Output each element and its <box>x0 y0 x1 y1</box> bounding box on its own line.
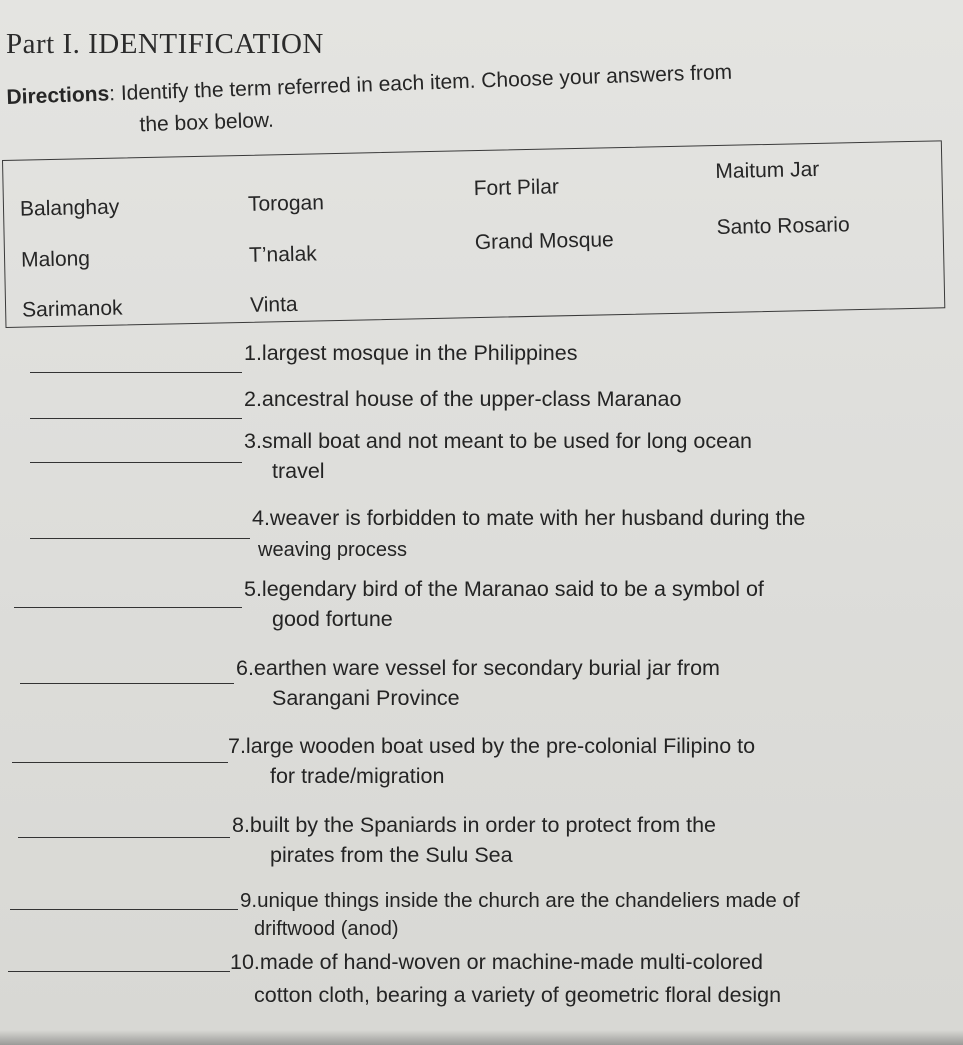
question-text-4-line-1: 4.weaver is forbidden to mate with her husband during the <box>252 506 806 530</box>
question-text-2: 2.ancestral house of the upper-class Maranao <box>244 387 682 411</box>
directions-label: Directions <box>6 82 110 109</box>
term-santo-rosario: Santo Rosario <box>716 213 850 240</box>
answer-blank-10[interactable] <box>8 971 230 972</box>
question-item-5 <box>0 574 963 644</box>
answer-blank-1[interactable] <box>30 372 242 373</box>
question-text-8-line-2: pirates from the Sulu Sea <box>270 843 513 867</box>
directions-line-2: the box below. <box>139 108 275 137</box>
directions-text: : Identify the term referred in each item. Choose your answers from <box>108 60 733 106</box>
question-item-10 <box>0 946 963 1018</box>
question-text-10-line-1: 10.made of hand-woven or machine-made multi-colored <box>230 950 763 974</box>
question-text-7-line-1: 7.large wooden boat used by the pre-colonial Filipino to <box>228 734 756 758</box>
term-tnalak: T’nalak <box>248 242 317 267</box>
question-item-4 <box>0 500 963 570</box>
question-item-7 <box>0 731 963 801</box>
question-item-2 <box>0 382 963 422</box>
directions <box>6 51 908 146</box>
term-grand-mosque: Grand Mosque <box>474 228 614 255</box>
answer-blank-9[interactable] <box>10 909 238 910</box>
question-text-8 <box>232 810 920 870</box>
question-text-6-line-1: 6.earthen ware vessel for secondary burial jar from <box>236 656 720 680</box>
question-text-3-line-2: travel <box>272 459 325 483</box>
page-bottom-shadow <box>0 1030 963 1045</box>
question-text-10-line-2: cotton cloth, bearing a variety of geometric floral design <box>254 983 782 1007</box>
term-sarimanok: Sarimanok <box>21 296 123 322</box>
term-balanghay: Balanghay <box>19 195 120 221</box>
question-text-5-line-2: good fortune <box>272 607 393 631</box>
answer-box <box>2 140 945 328</box>
term-fort-pilar: Fort Pilar <box>473 175 560 201</box>
question-text-3 <box>244 426 908 486</box>
question-text-9-line-2: driftwood (anod) <box>254 918 399 940</box>
question-text-4 <box>252 502 912 566</box>
term-maitum-jar: Maitum Jar <box>715 157 820 184</box>
question-text-7-line-2: for trade/migration <box>270 764 445 788</box>
question-text-6-line-2: Sarangani Province <box>272 686 460 710</box>
part-title: Part I. IDENTIFICATION <box>6 28 324 60</box>
question-text-10 <box>230 946 924 1012</box>
answer-blank-7[interactable] <box>12 762 228 763</box>
answer-blank-8[interactable] <box>18 837 230 838</box>
question-text-1: 1.largest mosque in the Philippines <box>244 341 578 365</box>
question-item-3 <box>0 424 963 496</box>
question-text-5 <box>244 574 914 634</box>
question-text-9-line-1: 9.unique things inside the church are the chandeliers made of <box>240 889 800 912</box>
term-malong: Malong <box>20 247 91 272</box>
question-text-9 <box>240 887 924 943</box>
term-torogan: Torogan <box>247 191 325 216</box>
question-text-7 <box>228 731 918 791</box>
question-item-8 <box>0 810 963 880</box>
answer-blank-6[interactable] <box>20 683 234 684</box>
question-item-1 <box>0 336 963 376</box>
question-item-9 <box>0 887 963 947</box>
answer-blank-2[interactable] <box>30 418 242 419</box>
question-text-3-line-1: 3.small boat and not meant to be used for long ocean <box>244 429 752 453</box>
question-text-4-line-2: weaving process <box>258 539 407 561</box>
question-text-6 <box>236 653 916 713</box>
question-text-5-line-1: 5.legendary bird of the Maranao said to be a symbol of <box>244 577 764 601</box>
answer-blank-3[interactable] <box>30 462 242 463</box>
question-text-8-line-1: 8.built by the Spaniards in order to protect from the <box>232 813 717 837</box>
term-vinta: Vinta <box>249 292 298 317</box>
question-item-6 <box>0 653 963 723</box>
answer-blank-4[interactable] <box>30 538 250 539</box>
answer-blank-5[interactable] <box>14 607 242 608</box>
